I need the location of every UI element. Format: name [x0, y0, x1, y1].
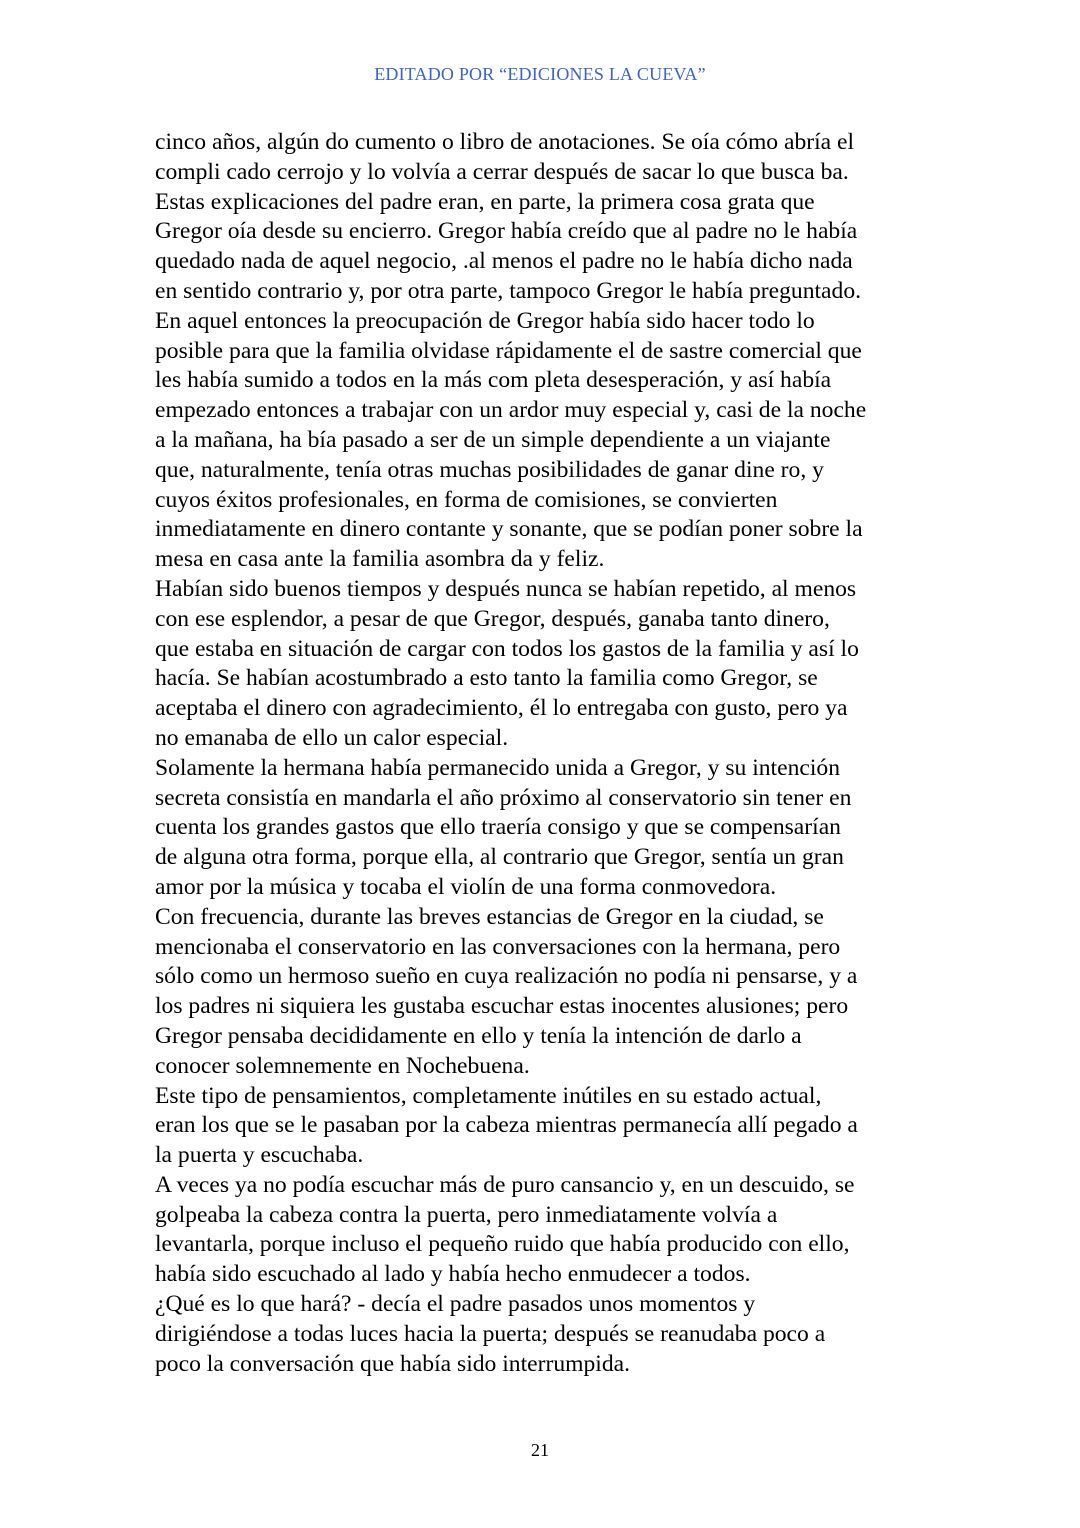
text-line: la puerta y escuchaba. [155, 1142, 364, 1169]
text-line: de alguna otra forma, porque ella, al contrario que Gregor, sentía un gran [155, 844, 844, 871]
text-line: Gregor pensaba decididamente en ello y tenía la intención de darlo a [155, 1022, 802, 1049]
text-line: golpeaba la cabeza contra la puerta, pero inmediatamente volvía a [155, 1201, 778, 1228]
text-line: dirigiéndose a todas luces hacia la puerta; después se reanudaba poco a [155, 1320, 826, 1347]
text-line: compli cado cerrojo y lo volvía a cerrar después de sacar lo que busca ba. [155, 158, 849, 185]
text-line: posible para que la familia olvidase rápidamente el de sastre comercial que [155, 337, 862, 364]
text-line: amor por la música y tocaba el violín de una forma conmovedora. [155, 873, 777, 900]
text-line: Con frecuencia, durante las breves estancias de Gregor en la ciudad, se [155, 903, 824, 930]
text-line: mesa en casa ante la familia asombra da y feliz. [155, 546, 605, 573]
running-header: EDITADO POR “EDICIONES LA CUEVA” [374, 64, 706, 84]
text-line: cuyos éxitos profesionales, en forma de comisiones, se convierten [155, 486, 778, 513]
text-line: A veces ya no podía escuchar más de puro cansancio y, en un descuido, se [155, 1171, 855, 1198]
text-line: Gregor oía desde su encierro. Gregor había creído que al padre no le había [155, 218, 858, 245]
text-line: no emanaba de ello un calor especial. [155, 724, 509, 751]
body-text [155, 128, 945, 1379]
text-line: a la mañana, ha bía pasado a ser de un simple dependiente a un viajante [155, 426, 831, 453]
text-line: sólo como un hermoso sueño en cuya realización no podía ni pensarse, y a [155, 963, 858, 990]
page-number: 21 [531, 1440, 549, 1460]
text-line: hacía. Se habían acostumbrado a esto tanto la familia como Gregor, se [155, 665, 818, 692]
text-line: había sido escuchado al lado y había hecho enmudecer a todos. [155, 1261, 751, 1288]
text-line: en sentido contrario y, por otra parte, tampoco Gregor le había preguntado. [155, 277, 862, 304]
text-line: poco la conversación que había sido interrumpida. [155, 1350, 630, 1377]
text-line: secreta consistía en mandarla el año próximo al conservatorio sin tener en [155, 784, 852, 811]
text-line: cinco años, algún do cumento o libro de anotaciones. Se oía cómo abría el [155, 129, 855, 155]
text-line: Estas explicaciones del padre eran, en parte, la primera cosa grata que [155, 188, 815, 215]
text-line: Habían sido buenos tiempos y después nunca se habían repetido, al menos [155, 575, 857, 602]
text-line: levantarla, porque incluso el pequeño ruido que había producido con ello, [155, 1231, 850, 1258]
text-line: Este tipo de pensamientos, completamente inútiles en su estado actual, [155, 1082, 822, 1109]
text-line: conocer solemnemente en Nochebuena. [155, 1052, 530, 1079]
text-line: les había sumido a todos en la más com pleta desesperación, y así había [155, 367, 832, 394]
text-line: En aquel entonces la preocupación de Gregor había sido hacer todo lo [155, 307, 815, 334]
text-line: cuenta los grandes gastos que ello traería consigo y que se compensarían [155, 814, 841, 841]
text-line: quedado nada de aquel negocio, .al menos el padre no le había dicho nada [155, 248, 853, 275]
text-line: aceptaba el dinero con agradecimiento, él lo entregaba con gusto, pero ya [155, 695, 848, 722]
text-line: empezado entonces a trabajar con un ardor muy especial y, casi de la noche [155, 397, 867, 424]
text-line: los padres ni siquiera les gustaba escuchar estas inocentes alusiones; pero [155, 993, 849, 1020]
text-line: con ese esplendor, a pesar de que Gregor, después, ganaba tanto dinero, [155, 605, 830, 632]
text-line: eran los que se le pasaban por la cabeza mientras permanecía allí pegado a [155, 1112, 858, 1139]
text-line: mencionaba el conservatorio en las conversaciones con la hermana, pero [155, 933, 841, 960]
text-line: que estaba en situación de cargar con todos los gastos de la familia y así lo [155, 635, 859, 662]
text-line: ¿Qué es lo que hará? - decía el padre pasados unos momentos y [155, 1291, 756, 1318]
text-line: inmediatamente en dinero contante y sonante, que se podían poner sobre la [155, 516, 863, 543]
text-line: Solamente la hermana había permanecido unida a Gregor, y su intención [155, 754, 840, 781]
text-line: que, naturalmente, tenía otras muchas posibilidades de ganar dine ro, y [155, 456, 824, 483]
